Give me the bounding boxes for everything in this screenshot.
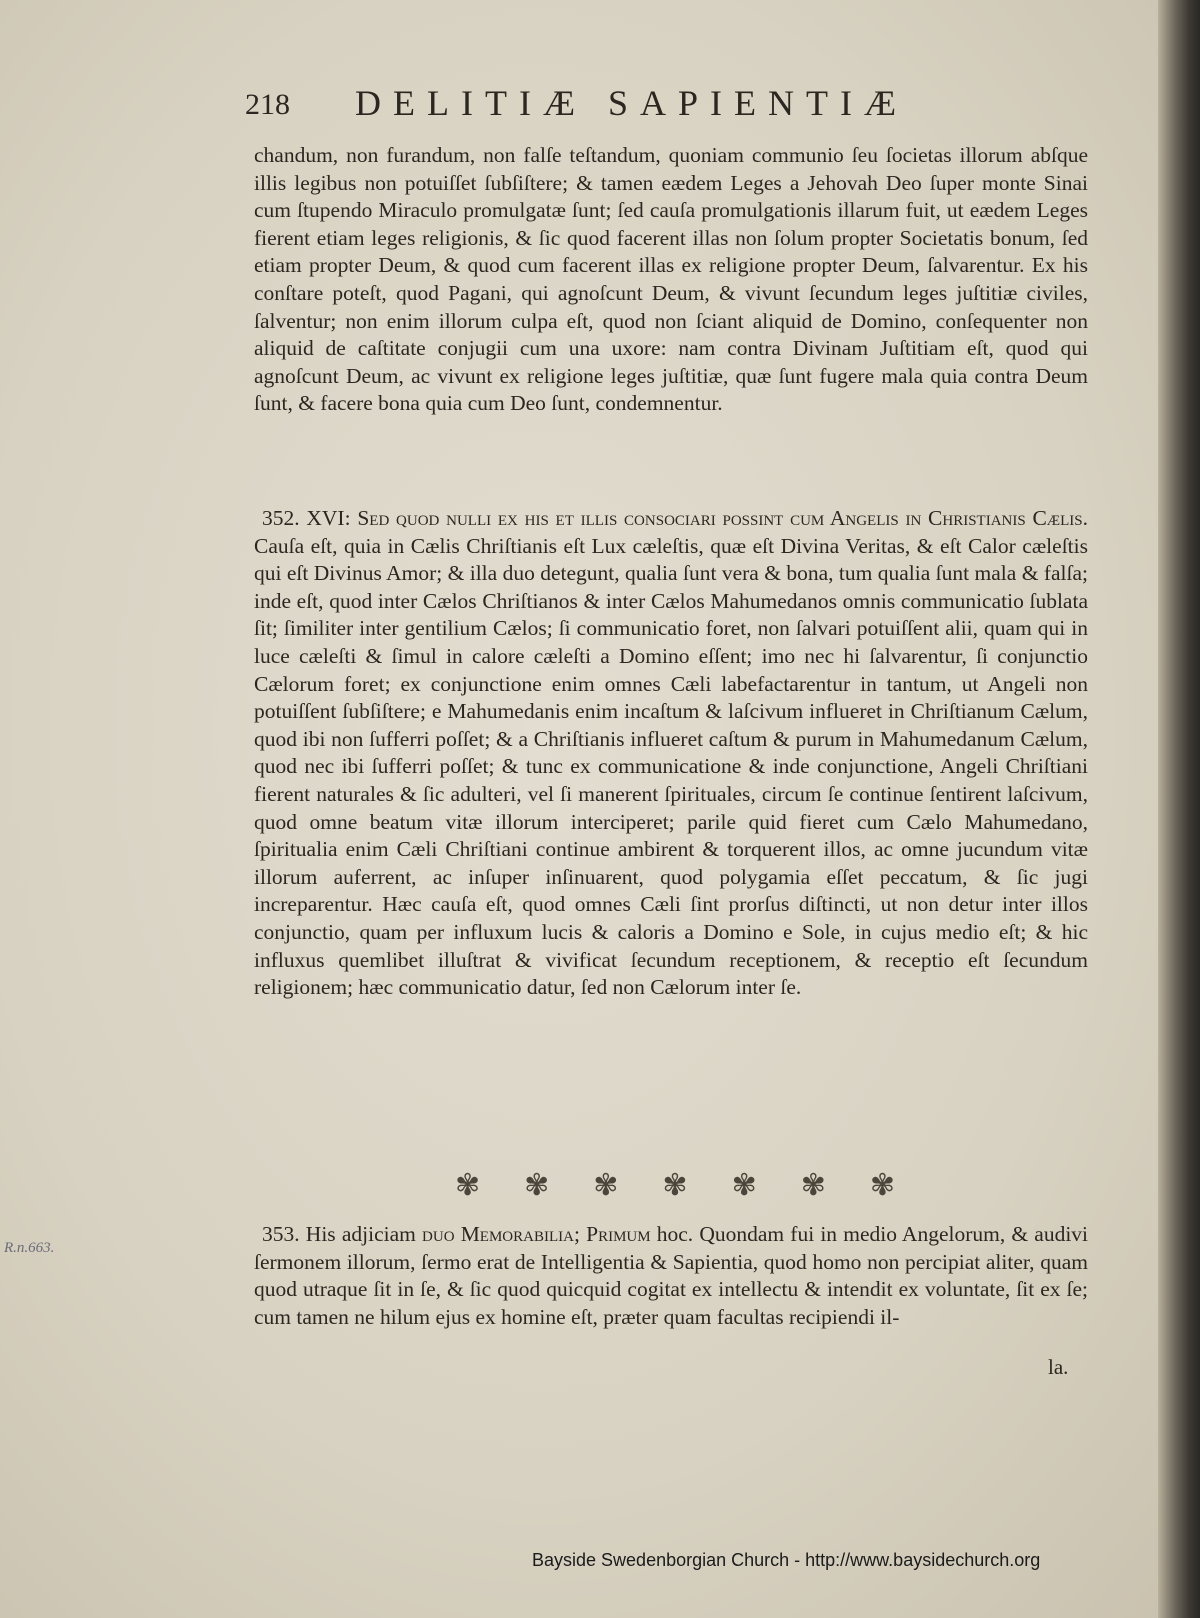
flower-ornament-icon: ✾ — [731, 1169, 757, 1202]
flower-ornament-icon: ✾ — [524, 1169, 550, 1202]
margin-note: R.n.663. — [4, 1240, 55, 1256]
flower-ornament-icon: ✾ — [662, 1169, 688, 1202]
page-header — [245, 82, 1065, 130]
flower-ornament-icon: ✾ — [869, 1169, 895, 1202]
catchword: la. — [1048, 1355, 1069, 1379]
paragraph-smallcaps: duo Memorabilia; Primum — [422, 1222, 651, 1246]
flower-ornament-icon: ✾ — [800, 1169, 826, 1202]
footer-credit: Bayside Swedenborgian Church - http://www.baysidechurch.org — [532, 1550, 1041, 1570]
page-number: 218 — [245, 88, 290, 121]
paragraph-body: hoc. Quondam fui in medio Angelorum, & audivi ſermonem illorum, ſermo erat de Intelligentia & Sapientia, quod homo non percipiat aliter, quam quod utraque ſit in ſe, & ſic quod quicquid cogitat ex intellectu & intendit ex voluntate, ſit ex ſe; cum tamen ne hilum ejus ex homine eſt, præter quam facultas recipiendi il- — [254, 1222, 1089, 1329]
ornament-divider — [455, 1168, 895, 1208]
paragraph-number: 353. — [262, 1222, 300, 1246]
paragraph-heading: Sed quod nulli ex his et illis consociari possint cum Angelis in Christianis Cælis. — [357, 506, 1089, 530]
flower-ornament-icon: ✾ — [455, 1169, 481, 1202]
paragraph-continuation: chandum, non furandum, non falſe teſtandum, quoniam communio ſeu ſocietas illorum abſque illis legibus non potuiſſet ſubſiſtere; & tamen eædem Leges a Jehovah Deo ſuper monte Sinai cum ſtupendo Miraculo promulgatæ ſunt; ſed cauſa promulgationis illarum fuit, ut eædem Leges fierent etiam leges religionis, & ſic quod facerent illas non ſolum propter Societatis bonum, ſed etiam propter Deum, & quod cum facerent illas ex religione propter Deum, ſalvarentur. Ex his conſtare poteſt, quod Pagani, qui agnoſcunt Deum, & vivunt ſecundum leges juſtitiæ civiles, ſalventur; non enim illorum culpa eſt, quod non ſciant aliquid de Domino, conſequenter non aliquid de caſtitate conjugii cum una uxore: nam contra Divinam Juſtitiam eſt, quod qui agnoſcunt Deum, ac vivunt ex religione leges juſtitiæ, quæ ſunt fugere mala quia contra Deum ſunt, & facere bona quia cum Deo ſunt, condemnentur. — [254, 143, 1088, 416]
paragraph-lead: His adjiciam — [305, 1222, 416, 1246]
paragraph-352 — [254, 505, 1088, 1002]
paragraph-number: 352. XVI: — [262, 506, 351, 530]
running-title: DELITIÆ SAPIENTIÆ — [355, 83, 908, 123]
paragraph-353 — [254, 1221, 1088, 1331]
book-spine-shadow — [1158, 0, 1200, 1618]
flower-ornament-icon: ✾ — [593, 1169, 619, 1202]
paragraph-body: Cauſa eſt, quia in Cælis Chriſtianis eſt Lux cæleſtis, quæ eſt Divina Veritas, & eſt Calor cæleſtis qui eſt Divinus Amor; & illa duo detegunt, qualia ſunt vera & bona, tum qualia ſunt mala & falſa; inde eſt, quod inter Cælos Chriſtianos & inter Cælos Mahumedanos omnis communicatio ſublata ſit; ſimiliter inter gentilium Cælos; ſi communicatio foret, non ſalvari potuiſſent alii, quam qui in luce cæleſti & ſimul in calore cæleſti a Domino eſſent; imo nec hi ſalvarentur, ſi conjunctio Cælorum foret; ex conjunctione enim omnes Cæli labefactarentur in tantum, ut Angeli non potuiſſent ſubſiſtere; e Mahumedanis enim incaſtum & laſcivum influeret in Chriſtianum Cælum, quod ibi non ſufferri poſſet; & a Chriſtianis influeret caſtum & purum in Mahumedanum Cælum, quod nec ibi ſufferri poſſet; & tunc ex communicatione & inde conjunctione, Angeli Chriſtiani fierent naturales & ſic adulteri, vel ſi manerent ſpirituales, circum ſe continue ſentirent laſcivum, quod omne beatum vitæ illorum interciperet; parile quid fieret cum Cælo Mahumedano, ſpiritualia enim Cæli Chriſtiani continue ambirent & torquerent illos, ac omne jucundum vitæ illorum auferrent, ac inſuper inſinuarent, quod polygamia eſſet peccatum, & ſic jugi increparentur. Hæc cauſa eſt, quod omnes Cæli ſint prorſus diſtincti, ut non detur inter illos conjunctio, quam per influxum lucis & caloris a Domino e Sole, in cujus medio eſt; & hic influxus quemlibet illuſtrat & vivificat ſecundum receptionem, & receptio eſt ſecundum religionem; hæc communicatio datur, ſed non Cælorum inter ſe. — [254, 533, 1088, 1000]
